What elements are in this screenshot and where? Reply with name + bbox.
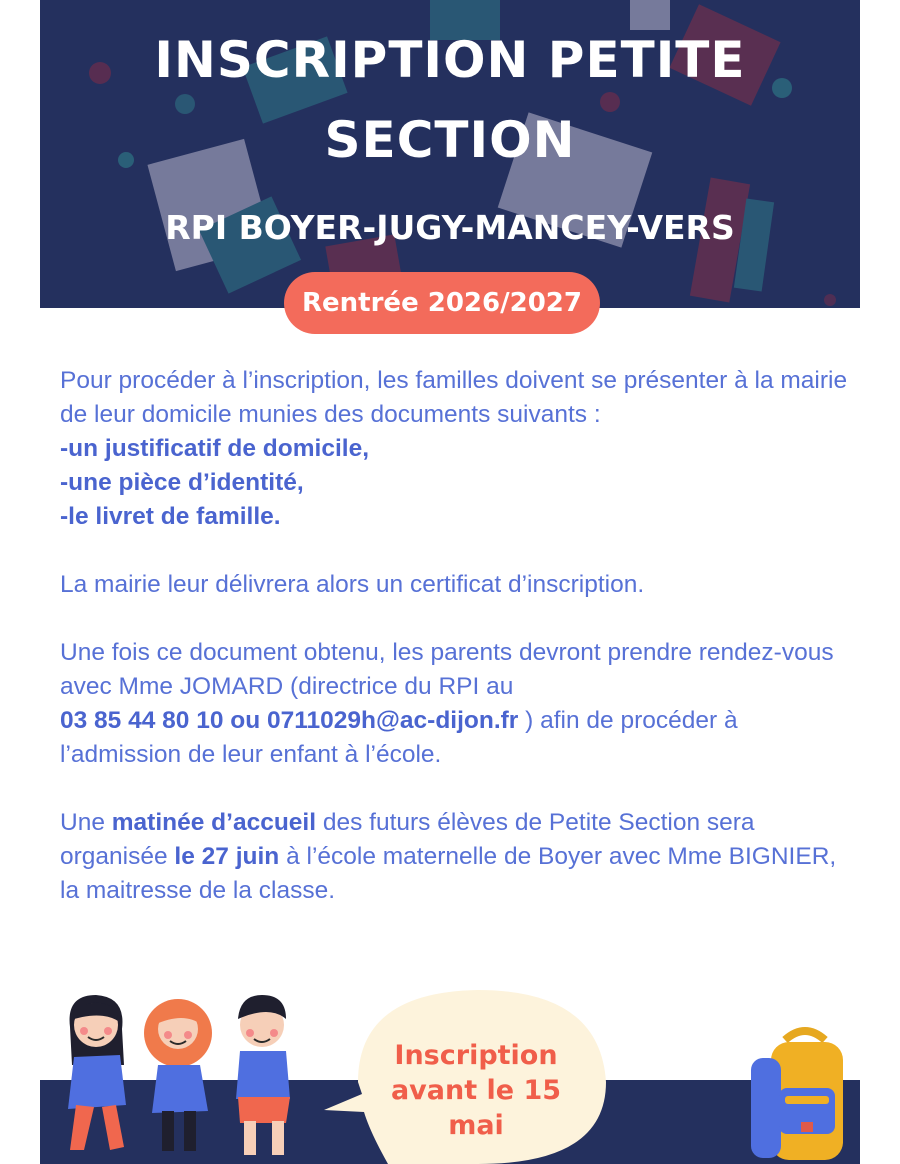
main-content [60,364,850,908]
deadline-text: Inscription avant le 15 mai [390,1040,562,1141]
document-item: -un justificatif de domicile, [60,435,370,462]
title-line-1: INSCRIPTION PETITE [154,31,746,89]
welcome-paragraph: Une matinée d’accueil des futurs élèves de Petite Section sera organisée le 27 juin à l’école maternelle de Boyer avec Mme BIGNIER, la maitresse de la classe. [60,809,837,904]
children-illustration [50,985,320,1164]
document-item: -une pièce d’identité, [60,469,304,496]
title-line-2: SECTION [324,111,576,169]
contact-paragraph: Une fois ce document obtenu, les parents devront prendre rendez-vous avec Mme JOMARD (directrice du RPI au 03 85 44 80 10 ou 0711029h@ac-dijon.fr ) afin de procéder à l’admission de leur enfant à l’école. [60,639,834,768]
school-year-badge: Rentrée 2026/2027 [284,272,600,334]
school-name: RPI BOYER-JUGY-MANCEY-VERS [165,208,735,247]
welcome-date: le 27 juin [174,843,280,870]
backpack-icon [745,1022,860,1164]
contact-details: 03 85 44 80 10 ou 0711029h@ac-dijon.fr [60,707,519,734]
welcome-event: matinée d’accueil [111,809,317,836]
certificate-paragraph: La mairie leur délivrera alors un certificat d’inscription. [60,571,645,598]
page-title [40,20,860,180]
header-banner [40,0,860,308]
intro-paragraph: Pour procéder à l’inscription, les familles doivent se présenter à la mairie de leur domicile munies des documents suivants : [60,367,848,428]
document-item: -le livret de famille. [60,503,281,530]
